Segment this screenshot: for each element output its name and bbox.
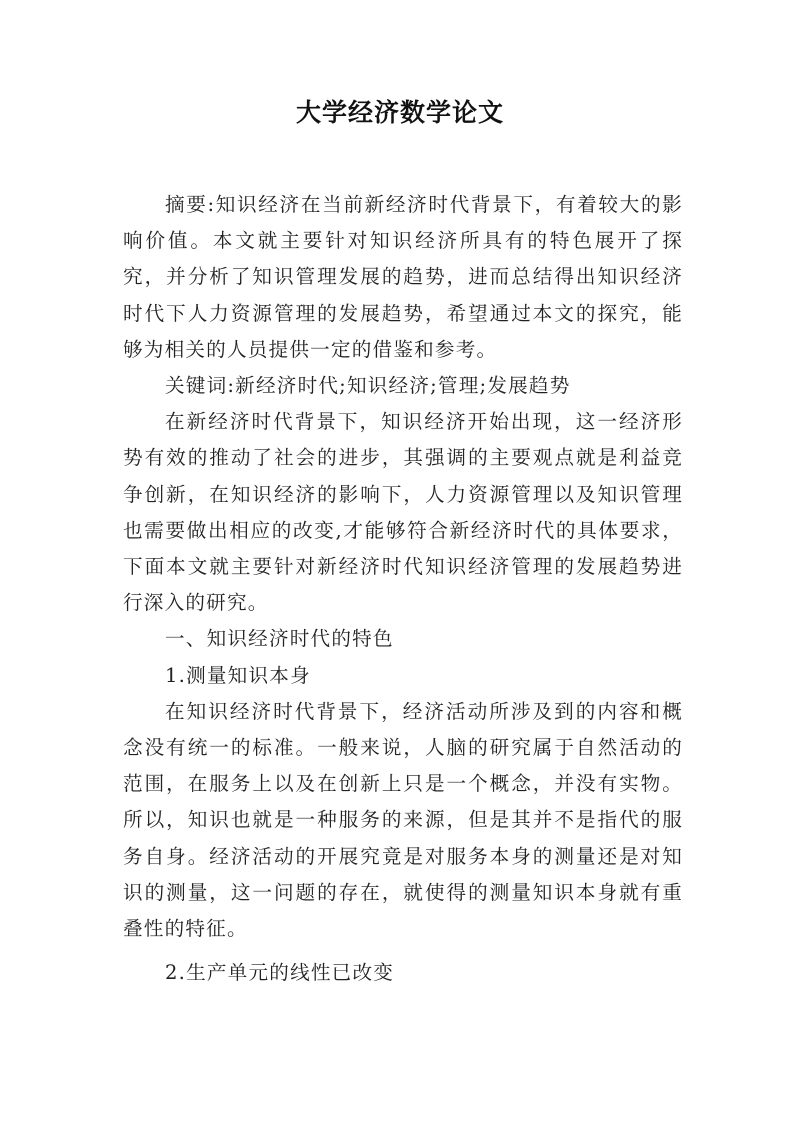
section-heading: 一、知识经济时代的特色 <box>165 627 394 651</box>
abstract-paragraph: 摘要:知识经济在当前新经济时代背景下，有着较大的影响价值。本文就主要针对知识经济所具有的特色展开了探究，并分析了知识管理发展的趋势，进而总结得出知识经济时代下人力资源管理的发展趋势，希望通过本文的探究，能够为相关的人员提供一定的借鉴和参考。 <box>123 193 683 361</box>
document-title: 大学经济数学论文 <box>295 98 504 127</box>
intro-paragraph: 在新经济时代背景下，知识经济开始出现，这一经济形势有效的推动了社会的进步，其强调的主要观点就是利益竞争创新，在知识经济的影响下，人力资源管理以及知识管理也需要做出相应的改变,才能够符合新经济时代的具体要求，下面本文就主要针对新经济时代知识经济管理的发展趋势进行深入的研究。 <box>123 410 683 615</box>
subsection-heading: 2.生产单元的线性已改变 <box>165 961 395 985</box>
keywords-paragraph: 关键词:新经济时代;知识经济;管理;发展趋势 <box>165 374 571 398</box>
document-body <box>123 187 683 991</box>
subsection-heading: 1.测量知识本身 <box>165 663 311 687</box>
body-paragraph: 在知识经济时代背景下，经济活动所涉及到的内容和概念没有统一的标准。一般来说，人脑的研究属于自然活动的范围，在服务上以及在创新上只是一个概念，并没有实物。所以，知识也就是一种服务的来源，但是其并不是指代的服务自身。经济活动的开展究竟是对服务本身的测量还是对知识的测量，这一问题的存在，就使得的测量知识本身就有重叠性的特征。 <box>123 699 683 941</box>
